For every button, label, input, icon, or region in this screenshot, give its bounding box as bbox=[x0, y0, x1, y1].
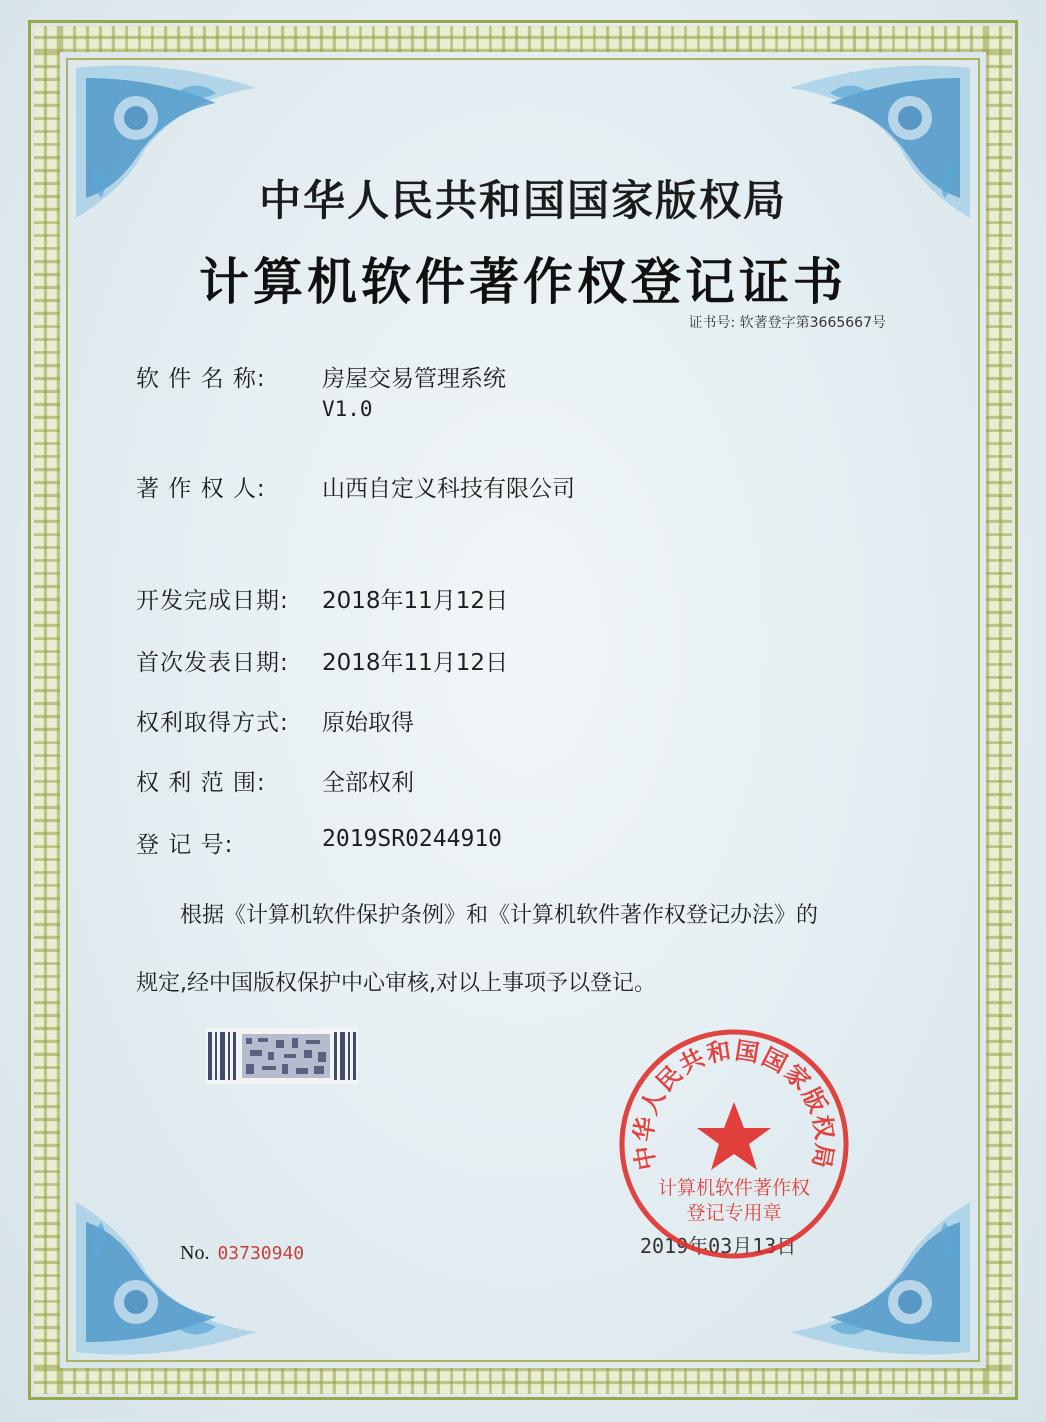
field-label: 首次发表日期: bbox=[136, 650, 289, 676]
serial-number bbox=[180, 1242, 304, 1265]
field-label: 权利取得方式: bbox=[136, 710, 289, 736]
field-value: 山西自定义科技有限公司 bbox=[322, 476, 575, 502]
field-copyright-owner bbox=[136, 470, 575, 503]
field-label: 软 件 名 称: bbox=[136, 366, 266, 392]
software-version: V1.0 bbox=[322, 397, 373, 421]
certificate-number-value: 软著登字第3665667号 bbox=[739, 315, 886, 331]
field-value: 2019SR0244910 bbox=[322, 826, 503, 852]
field-label: 权 利 范 围: bbox=[136, 770, 266, 796]
statement-line-1: 根据《计算机软件保护条例》和《计算机软件著作权登记办法》的 bbox=[180, 903, 819, 928]
corner-ornament-bottom-left bbox=[66, 1192, 276, 1362]
field-value bbox=[322, 360, 506, 421]
serial-number-label: No. bbox=[180, 1242, 210, 1264]
field-value: 原始取得 bbox=[322, 710, 414, 736]
field-label: 开发完成日期: bbox=[136, 588, 289, 614]
issue-date: 2019年03月13日 bbox=[640, 1234, 797, 1258]
barcode-image bbox=[206, 1028, 358, 1084]
field-label: 著 作 权 人: bbox=[136, 476, 266, 502]
field-acquisition-method bbox=[136, 704, 414, 737]
field-value: 全部权利 bbox=[322, 770, 414, 796]
field-value: 2018年11月12日 bbox=[322, 588, 509, 614]
field-publish-date bbox=[136, 644, 508, 677]
field-registration-number bbox=[136, 826, 502, 859]
issuing-authority: 中华人民共和国国家版权局 bbox=[258, 176, 787, 225]
certificate-number bbox=[688, 312, 886, 332]
svg-text:登记专用章: 登记专用章 bbox=[686, 1202, 782, 1224]
field-rights-scope bbox=[136, 764, 414, 797]
statement-line-2: 规定,经中国版权保护中心审核,对以上事项予以登记。 bbox=[136, 971, 656, 996]
field-label: 登 记 号: bbox=[136, 832, 234, 858]
certificate-title: 计算机软件著作权登记证书 bbox=[199, 253, 847, 311]
serial-number-value: 03730940 bbox=[217, 1243, 305, 1264]
field-value: 2018年11月12日 bbox=[322, 650, 509, 676]
field-completion-date bbox=[136, 582, 508, 615]
field-software-name bbox=[136, 360, 506, 421]
svg-text:中华人民共和国国家版权局: 中华人民共和国国家版权局 bbox=[629, 1036, 839, 1173]
certificate-number-label: 证书号: bbox=[688, 315, 736, 331]
software-name: 房屋交易管理系统 bbox=[322, 366, 506, 392]
svg-text:计算机软件著作权: 计算机软件著作权 bbox=[657, 1177, 811, 1199]
statement-paragraph bbox=[136, 882, 936, 1018]
official-seal-stamp bbox=[614, 1024, 854, 1264]
